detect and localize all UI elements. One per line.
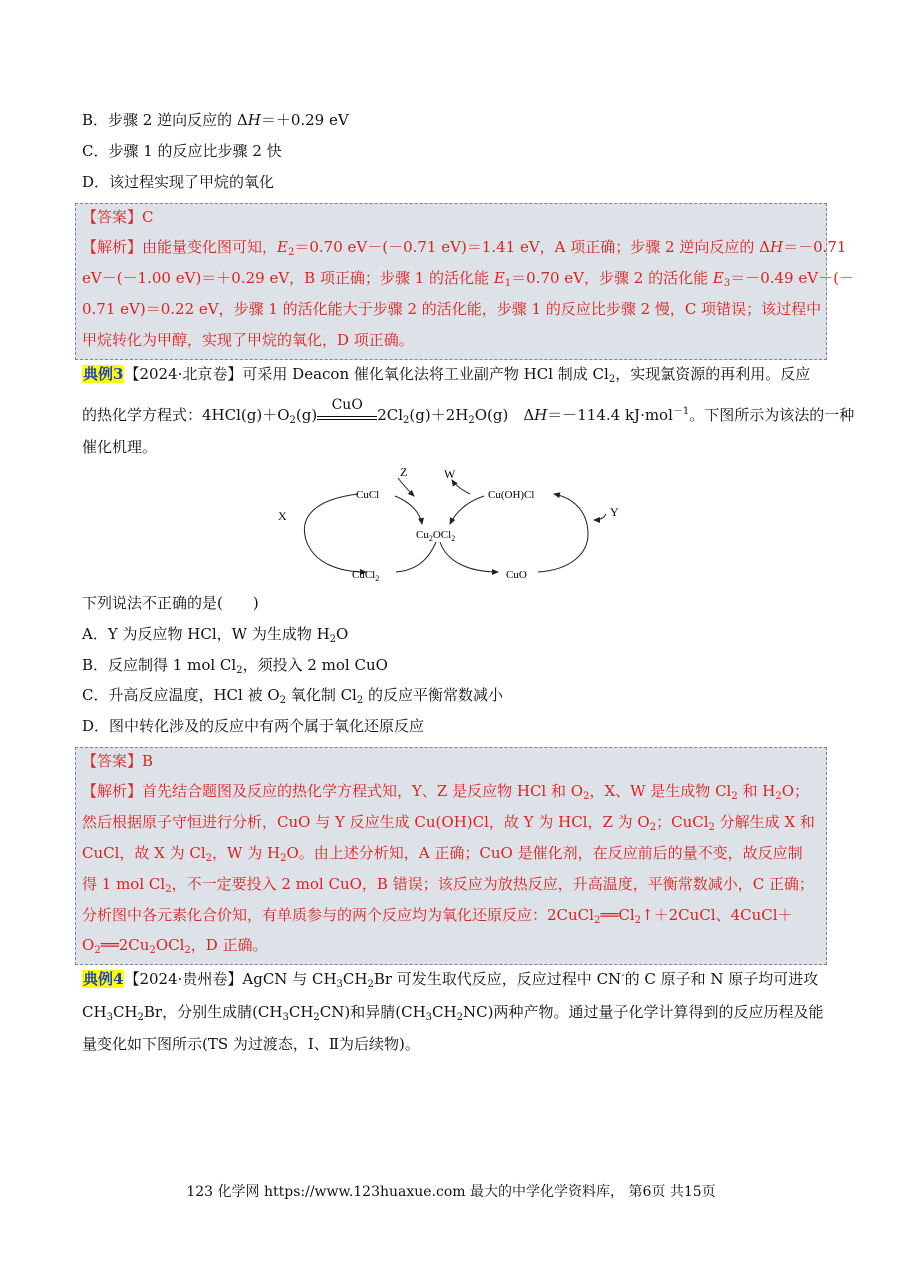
left-cycle-arc — [304, 494, 366, 572]
option-b: B．步骤 2 逆向反应的 ΔH＝＋0.29 eV — [82, 111, 349, 129]
cuo-to-cuohcl-arc — [538, 494, 588, 572]
catalyst-arrow: CuO — [317, 407, 377, 420]
x-label: X — [278, 509, 287, 523]
answer-box-3 — [75, 747, 827, 965]
cuo-label: CuO — [506, 569, 527, 581]
explanation-line-3: 0.71 eV)＝0.22 eV，步骤 1 的活化能大于步骤 2 的活化能，步骤 1 的反应比步骤 2 慢，C 项错误；该过程中 — [82, 300, 822, 318]
w-label: W — [444, 467, 456, 481]
option-c: C．升高反应温度，HCl 被 $O_2$ 氧化制 $Cl_2$ 的反应平衡常数减小 — [82, 686, 504, 706]
explanation-line-4: 甲烷转化为甲醇，实现了甲烷的氧化，D 项正确。 — [82, 331, 414, 349]
y-arrow — [594, 514, 606, 520]
explanation-line-2: eV－(－1.00 eV)＝＋0.29 eV，B 项正确；步骤 1 的活化能 $E_1=0.70$ eV，步骤 2 的活化能 $E_3=-0.49$ eV－(－ — [82, 269, 854, 289]
option-c: C．步骤 1 的反应比步骤 2 快 — [82, 142, 282, 160]
cu2ocl2-label: $Cu_2OCl_2$ — [416, 529, 456, 543]
answer-label: 【答案】C — [82, 208, 154, 226]
example-tag: 典例4 — [83, 970, 124, 988]
explanation-line-6: $O_2══2Cu_2OCl_2$，D 正确。 — [82, 936, 268, 956]
cucl2-to-cu2ocl2-arc — [396, 542, 436, 572]
explanation-line-1: 【解析】首先结合题图及反应的热化学方程式知，Y、Z 是反应物 HCl 和 $O_2$，X、W 是生成物 $Cl_2$ 和 $H_2O$； — [82, 782, 810, 802]
catalytic-cycle-diagram — [270, 460, 640, 590]
example-4-line-3: 量变化如下图所示(TS 为过渡态，Ⅰ、Ⅱ为后续物)。 — [82, 1035, 420, 1053]
thermo-equation-line-2: 催化机理。 — [82, 438, 158, 456]
z-arrow — [398, 478, 414, 496]
explanation-line-3: CuCl，故 X 为 $Cl_2$，W 为 $H_2O$。由上述分析知，A 正确；CuO 是催化剂，在反应前后的量不变，故反应制 — [82, 844, 803, 864]
answer-label: 【答案】B — [82, 752, 154, 770]
cucl-to-cu2ocl2-arc — [395, 496, 422, 524]
page-footer: 123 化学网 https://www.123huaxue.com 最大的中学化学资料库， 第6页 共15页 — [186, 1184, 716, 1200]
z-label: Z — [400, 465, 408, 479]
example-4-line-2: $CH_3CH_2Br$，分别生成腈$(CH_3CH_2CN)$和异腈$(CH_3CH_2NC)$两种产物。通过量子化学计算得到的反应历程及能 — [82, 1003, 824, 1023]
cuohcl-label: Cu(OH)Cl — [488, 489, 535, 501]
option-d: D．图中转化涉及的反应中有两个属于氧化还原反应 — [82, 717, 425, 735]
question-stem: 下列说法不正确的是( ) — [82, 594, 259, 612]
example-4-line-1: 典例4【2024·贵州卷】AgCN 与 $CH_3CH_2Br$ 可发生取代反应，反应过程中 CN-的 C 原子和 N 原子均可进攻 — [83, 970, 819, 990]
cuohcl-to-cu2ocl2-arc — [450, 496, 484, 524]
w-arrow — [452, 480, 470, 494]
option-d: D．该过程实现了甲烷的氧化 — [82, 173, 275, 191]
thermo-equation: 的热化学方程式：$4HCl(g)+O_2(g)$ CuO $2Cl_2(g)+2H_2O(g)$ ΔH＝－114.4 kJ·mol$^{-1}$。下图所示为该法的一种 — [82, 397, 855, 426]
explanation-line-2: 然后根据原子守恒进行分析，CuO 与 Y 反应生成 Cu(OH)Cl，故 Y 为 HCl，Z 为 $O_2$；CuCl$_2$ 分解生成 X 和 — [82, 813, 815, 833]
cucl-label: CuCl — [356, 489, 380, 501]
cucl2-label: CuCl$_2$ — [352, 569, 380, 583]
option-a: A．Y 为反应物 HCl，W 为生成物 $H_2O$ — [82, 625, 349, 645]
y-label: Y — [610, 505, 619, 519]
explanation-line-4: 得 1 mol $Cl_2$，不一定要投入 2 mol CuO，B 错误；该反应为放热反应，升高温度，平衡常数减小，C 正确； — [82, 875, 814, 895]
explanation-line-5: 分析图中各元素化合价知，有单质参与的两个反应均为氧化还原反应：$2CuCl_2══Cl_2↑+2CuCl$、4CuCl＋ — [82, 906, 793, 926]
answer-box-2 — [75, 203, 854, 360]
explanation-line-1: 【解析】由能量变化图可知，$E_2=0.70$ eV－(－0.71 eV)＝1.41 eV，A 项正确；步骤 2 逆向反应的 ΔH＝－0.71 — [82, 238, 847, 258]
example-tag: 典例3 — [83, 365, 124, 383]
option-b: B．反应制得 1 mol $Cl_2$，须投入 2 mol CuO — [82, 656, 388, 676]
example-3-intro: 典例3【2024·北京卷】可采用 Deacon 催化氧化法将工业副产物 HCl 制成 $Cl_2$，实现氯资源的再利用。反应 — [83, 365, 811, 385]
cu2ocl2-to-cuo-arc — [440, 542, 498, 572]
